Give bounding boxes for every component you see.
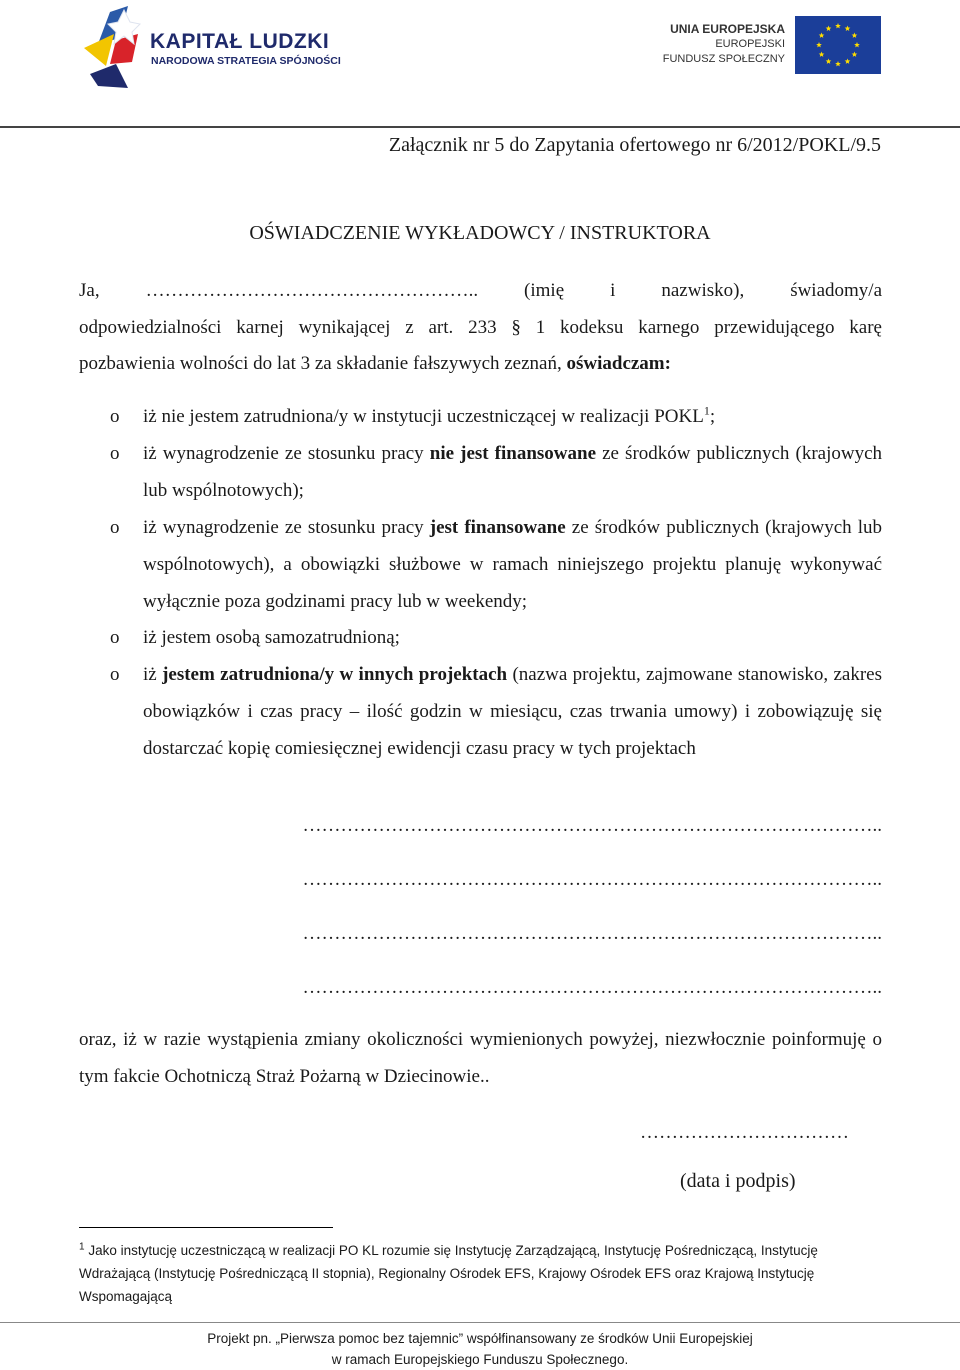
- fill-line: ………………………………………………………………………………..: [302, 977, 882, 998]
- kapital-ludzki-title: KAPITAŁ LUDZKI: [150, 30, 330, 53]
- page-footer: [0, 1328, 960, 1370]
- list-item-text-end: (nazwa projektu, zajmowane stanowisko, zakres obowiązków i czas pracy – ilość godzin w miesiącu, czas trwania umowy) i zobowiązuję się dostarczać kopię comiesięcznej ewidencji czasu pracy w tych projektach: [143, 664, 883, 759]
- list-bullet: o: [110, 443, 120, 464]
- list-bullet: o: [110, 627, 120, 648]
- footer-line-1: Projekt pn. „Pierwsza pomoc bez tajemnic” współfinansowany ze środków Unii Europejskiej: [207, 1331, 753, 1346]
- list-item: [143, 657, 882, 767]
- footnote-number: 1: [79, 1241, 85, 1253]
- declare-word: oświadczam:: [566, 353, 671, 374]
- intro-ja: Ja,: [79, 280, 100, 301]
- list-item: [143, 620, 882, 657]
- name-blank: ……………………………………………..: [145, 280, 479, 301]
- list-item-bold: jest finansowane: [429, 517, 566, 538]
- intro-line-2: odpowiedzialności karnej wynikającej z art. 233 § 1 kodeksu karnego przewidującego karę: [79, 316, 882, 338]
- signature-label: (data i podpis): [680, 1170, 796, 1192]
- annex-reference: Załącznik nr 5 do Zapytania ofertowego nr 6/2012/POKL/9.5: [388, 134, 881, 156]
- footer-line-2: w ramach Europejskiego Funduszu Społecznego.: [331, 1352, 629, 1367]
- footer-divider: [0, 1322, 960, 1323]
- list-item-text-end: ze środków publicznych (krajowych lub wspólnotowych);: [143, 443, 883, 501]
- list-item-text: iż jestem osobą samozatrudnioną;: [143, 627, 400, 648]
- fill-line: ………………………………………………………………………………..: [302, 869, 882, 890]
- footnote-text: Jako instytucję uczestniczącą w realizacji PO KL rozumie się Instytucję Zarządzającą, Instytucję Pośredniczącą, Instytucję Wdrażającą (Instytucję Pośredniczącą II stopnia), Regionalny Ośrodek EFS, Krajowy Ośrodek EFS oraz Krajową Instytucję Wspomagającą: [79, 1243, 818, 1304]
- signature-line: ……………………………: [640, 1122, 849, 1143]
- eu-logo-line2: EUROPEJSKI: [715, 38, 785, 50]
- intro-name-hint: (imię i nazwisko), świadomy/a: [524, 280, 883, 301]
- intro-paragraph: [79, 273, 882, 383]
- fill-line: ………………………………………………………………………………..: [302, 815, 882, 836]
- list-item-text: iż: [143, 664, 157, 685]
- list-item: [143, 510, 882, 620]
- list-item: [143, 436, 882, 510]
- fill-line: ………………………………………………………………………………..: [302, 923, 882, 944]
- intro-line-1: [79, 273, 882, 310]
- footnote: [79, 1239, 879, 1308]
- footnote-ref: 1: [703, 403, 710, 418]
- list-bullet: o: [110, 406, 120, 427]
- intro-line-3: [79, 346, 882, 383]
- eu-logo-text: [663, 22, 785, 67]
- eu-logo-line3: FUNDUSZ SPOŁECZNY: [662, 53, 785, 65]
- kapital-ludzki-subtitle: NARODOWA STRATEGIA SPÓJNOŚCI: [151, 55, 341, 67]
- list-item-text: iż wynagrodzenie ze stosunku pracy: [143, 443, 424, 464]
- list-item-text: iż wynagrodzenie ze stosunku pracy: [143, 517, 424, 538]
- list-item: [143, 399, 882, 436]
- list-bullet: o: [110, 517, 120, 538]
- list-bullet: o: [110, 664, 120, 685]
- page-title: OŚWIADCZENIE WYKŁADOWCY / INSTRUKTORA: [249, 222, 711, 244]
- intro-line-3-text: pozbawienia wolności do lat 3 za składanie fałszywych zeznań,: [79, 353, 562, 374]
- closing-paragraph: oraz, iż w razie wystąpienia zmiany okoliczności wymienionych powyżej, niezwłocznie poinformuję o tym fakcie Ochotniczą Straż Pożarną w Dziecinowie..: [79, 1029, 882, 1087]
- list-item-text: iż nie jestem zatrudniona/y w instytucji uczestniczącej w realizacji POKL: [143, 406, 704, 427]
- list-item-text-end: ze środków publicznych (krajowych lub wspólnotowych), a obowiązki służbowe w ramach niniejszego projektu planuję wykonywać wyłącznie poza godzinami pracy lub w weekendy;: [143, 517, 883, 612]
- list-item-bold: jestem zatrudniona/y w innych projektach: [162, 664, 508, 685]
- eu-logo-line1: UNIA EUROPEJSKA: [670, 22, 785, 36]
- eu-flag-icon: [795, 16, 881, 74]
- header-divider: [0, 126, 960, 128]
- footnote-divider: [79, 1227, 333, 1228]
- list-item-text-end: ;: [709, 406, 716, 427]
- list-item-bold: nie jest finansowane: [429, 443, 597, 464]
